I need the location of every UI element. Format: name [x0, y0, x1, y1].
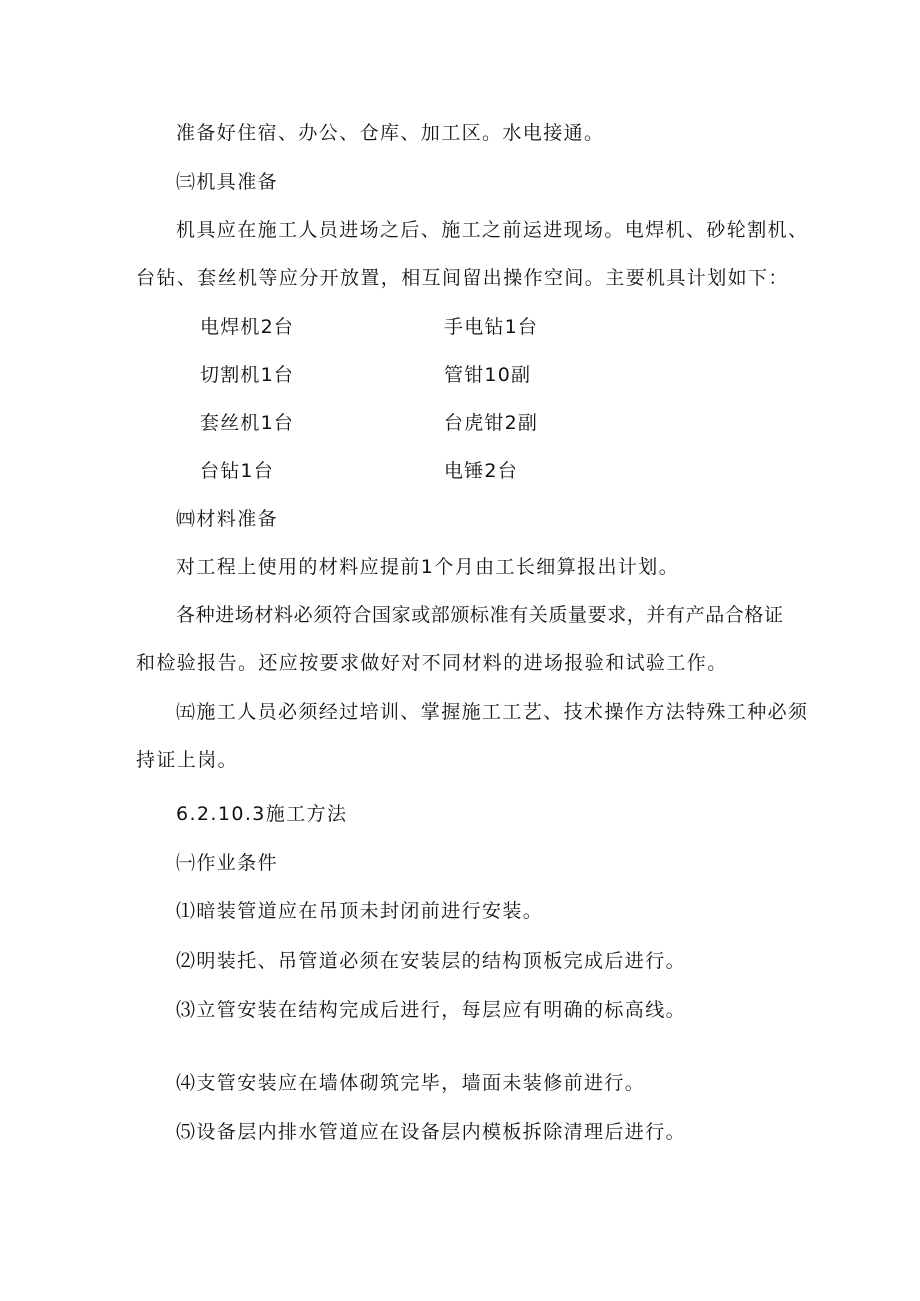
equipment-item: 台虎钳2副	[444, 412, 539, 434]
paragraph-material-quality-line1: 各种进场材料必须符合国家或部颁标准有关质量要求，并有产品合格证	[176, 604, 784, 626]
condition-item-3: ⑶立管安装在结构完成后进行，每层应有明确的标高线。	[176, 999, 687, 1021]
paragraph-material-plan: 对工程上使用的材料应提前1个月由工长细算报出计划。	[176, 556, 680, 578]
paragraph-material-quality-line2: 和检验报告。还应按要求做好对不同材料的进场报验和试验工作。	[136, 652, 728, 674]
paragraph-equipment-line1: 机具应在施工人员进场之后、施工之前运进现场。电焊机、砂轮割机、	[176, 219, 809, 241]
equipment-item: 电焊机2台	[200, 316, 295, 338]
condition-item-2: ⑵明装托、吊管道必须在安装层的结构顶板完成后进行。	[176, 950, 687, 972]
condition-item-5: ⑸设备层内排水管道应在设备层内模板拆除清理后进行。	[176, 1121, 687, 1143]
paragraph-training-line2: 持证上岗。	[136, 749, 239, 771]
paragraph-training-line1: ㈤施工人员必须经过培训、掌握施工工艺、技术操作方法特殊工种必须	[176, 701, 809, 723]
equipment-item: 电锤2台	[444, 460, 518, 482]
condition-item-1: ⑴暗装管道应在吊顶未封闭前进行安装。	[176, 900, 544, 922]
equipment-item: 手电钻1台	[444, 316, 539, 338]
heading-material-prep: ㈣材料准备	[176, 508, 279, 530]
equipment-item: 管钳10副	[444, 364, 532, 386]
section-heading-construction-method: 6.2.10.3施工方法	[176, 803, 348, 825]
heading-equipment-prep: ㈢机具准备	[176, 171, 279, 193]
paragraph-equipment-line2: 台钻、套丝机等应分开放置，相互间留出操作空间。主要机具计划如下：	[136, 267, 789, 289]
equipment-item: 切割机1台	[200, 364, 295, 386]
condition-item-4: ⑷支管安装应在墙体砌筑完毕，墙面未装修前进行。	[176, 1072, 646, 1094]
paragraph-facilities: 准备好住宿、办公、仓库、加工区。水电接通。	[176, 122, 605, 144]
equipment-item: 套丝机1台	[200, 412, 295, 434]
heading-work-conditions: ㈠作业条件	[176, 852, 279, 874]
equipment-item: 台钻1台	[200, 460, 274, 482]
